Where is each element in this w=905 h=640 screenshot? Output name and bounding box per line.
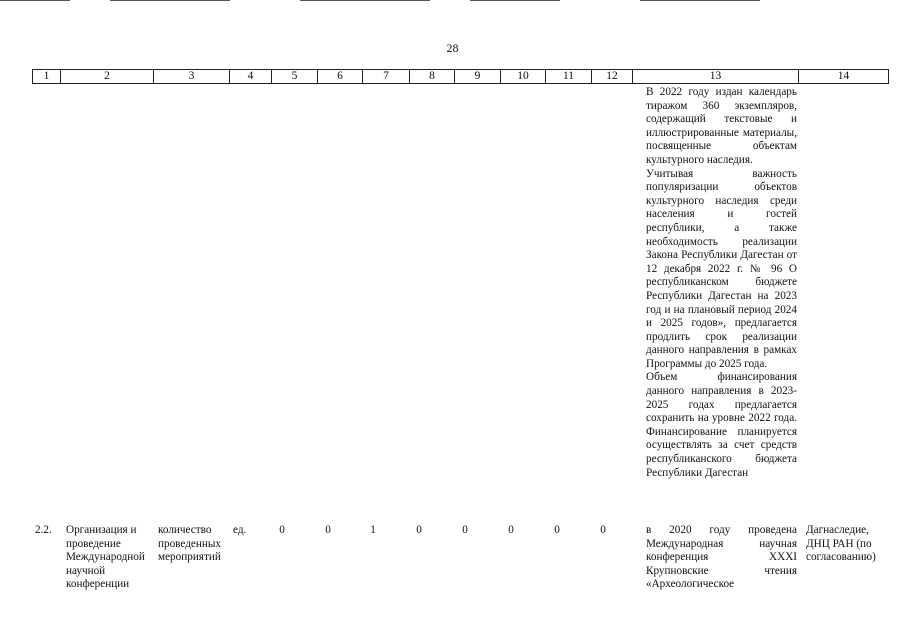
value-col-5: 0 — [279, 524, 285, 536]
value-col-7: 1 — [370, 524, 376, 536]
column-header-4: 4 — [230, 70, 272, 84]
column-header-7: 7 — [363, 70, 410, 84]
column-header-8: 8 — [410, 70, 455, 84]
value-col-12: 0 — [600, 524, 606, 536]
column-header-3: 3 — [154, 70, 230, 84]
row-indicator: количество проведенных мероприятий — [158, 524, 221, 564]
continuation-paragraph-1: В 2022 году издан календарь тиражом 360 экземпляров, содержащий текстовые и иллюстрированные материалы, посвященные объектам культурного наследия. — [646, 86, 797, 166]
value-col-8: 0 — [416, 524, 422, 536]
continuation-text — [646, 86, 797, 480]
row-result-text — [646, 524, 797, 592]
row-measure-name: Организация и проведение Международной научной конференции — [66, 524, 145, 591]
column-header-6: 6 — [318, 70, 363, 84]
row-unit: ед. — [233, 524, 247, 536]
column-header-11: 11 — [546, 70, 592, 84]
column-header-5: 5 — [272, 70, 318, 84]
continuation-paragraph-2: Учитывая важность популяризации объектов культурного наследия среди населения и гостей республики, а также необходимость реализации Закона Республики Дагестан от 12 декабря 2022 г. № 96 О республиканском бюджете Республики Дагестан на 2023 год и на плановый период 2024 и 2025 годов», предлагается продлить срок реализации данного направления в рамках Программы до 2025 года. — [646, 167, 797, 370]
top-edge-rule — [0, 0, 905, 2]
column-header-10: 10 — [501, 70, 546, 84]
value-col-9: 0 — [462, 524, 468, 536]
column-number-header — [32, 69, 889, 84]
column-header-14: 14 — [799, 70, 889, 84]
value-col-6: 0 — [325, 524, 331, 536]
value-col-11: 0 — [554, 524, 560, 536]
continuation-paragraph-3: Объем финансирования данного направления в 2023-2025 годах предлагается сохранить на уровне 2022 года. Финансирование планируется осуществлять за счет средств республиканского бюджета Республики Дагестан — [646, 371, 797, 479]
page-number: 28 — [446, 41, 459, 55]
row-executor: Дагнаследие, ДНЦ РАН (по согласованию) — [806, 524, 876, 564]
row-result-paragraph: в 2020 году проведена Международная научная конференция XXXI Крупновские чтения «Археологическое — [646, 524, 797, 591]
row-number: 2.2. — [35, 524, 52, 536]
column-header-13: 13 — [633, 70, 799, 84]
column-header-12: 12 — [592, 70, 633, 84]
value-col-10: 0 — [508, 524, 514, 536]
column-header-1: 1 — [33, 70, 61, 84]
column-header-2: 2 — [61, 70, 154, 84]
column-header-9: 9 — [455, 70, 501, 84]
